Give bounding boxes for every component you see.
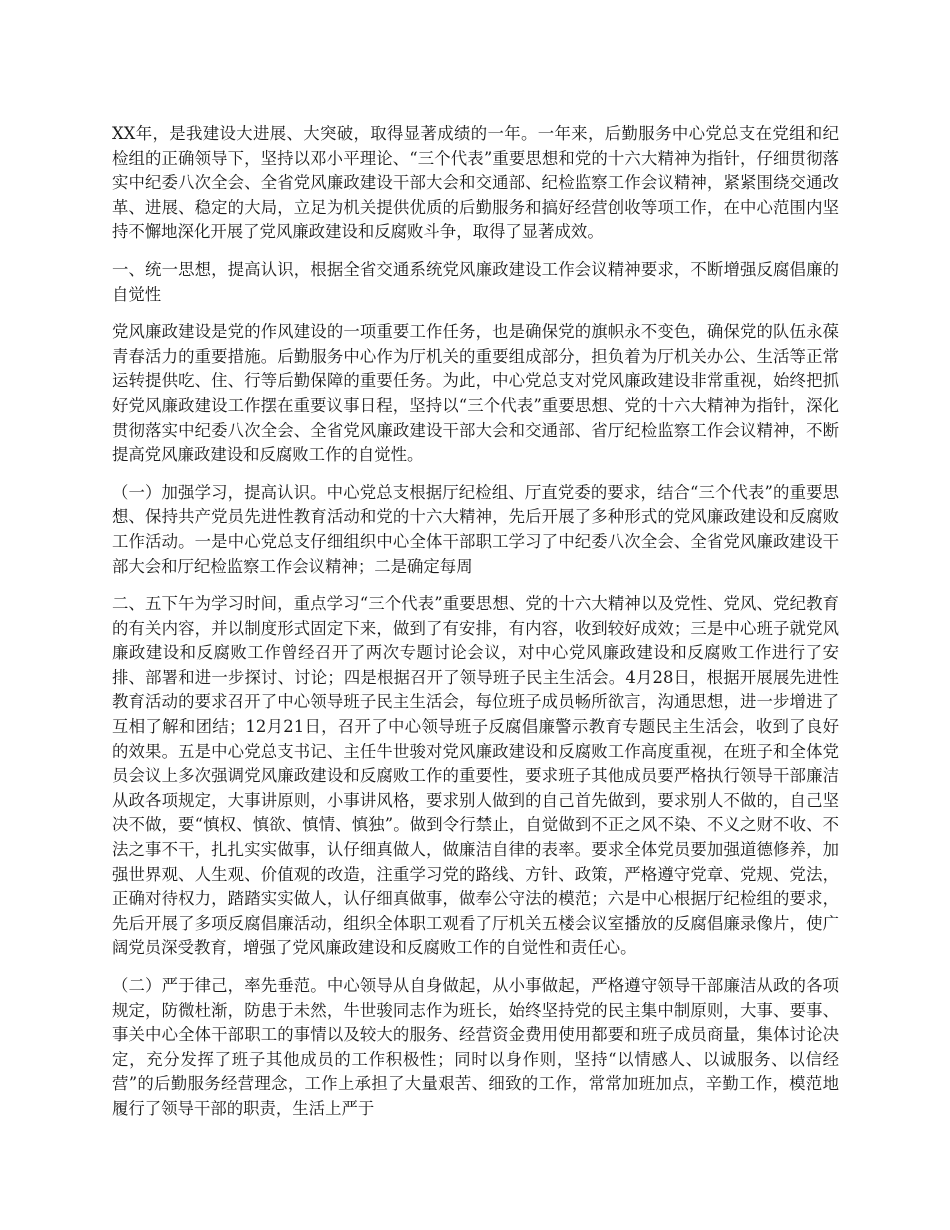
body-paragraph: 二、五下午为学习时间，重点学习“三个代表”重要思想、党的十六大精神以及党性、党风、党纪教育的有关内容，并以制度形式固定下来，做到了有安排，有内容，收到较好成效；三是中心班子就党风廉政建设和反腐败工作曾经召开了两次专题讨论会议，对中心党风廉政建设和反腐败工作进行了安排、部署和进一步探讨、讨论；四是根据召开了领导班子民主生活会。4月28日，根据开展展先进性教育活动的要求召开了中心领导班子民主生活会，每位班子成员畅所欲言，沟通思想，进一步增进了互相了解和团结；12月21日，召开了中心领导班子反腐倡廉警示教育专题民主生活会，收到了良好的效果。五是中心党总支书记、主任牛世骏对党风廉政建设和反腐败工作高度重视，在班子和全体党员会议上多次强调党风廉政建设和反腐败工作的重要性，要求班子其他成员要严格执行领导干部廉洁从政各项规定，大事讲原则，小事讲风格，要求别人做到的自己首先做到，要求别人不做的，自己坚决不做，要“慎权、慎欲、慎情、慎独”。做到令行禁止，自觉做到不正之风不染、不义之财不收、不法之事不干，扎扎实实做事，认仔细真做人，做廉洁自律的表率。要求全体党员要加强道德修养，加强世界观、人生观、价值观的改造，注重学习党的路线、方针、政策，严格遵守党章、党规、党法，正确对待权力，踏踏实实做人，认仔细真做事，做奉公守法的模范；六是中心根据厅纪检组的要求，先后开展了多项反腐倡廉活动，组织全体职工观看了厅机关五楼会议室播放的反腐倡廉录像片，使广阔党员深受教育，增强了党风廉政建设和反腐败工作的自觉性和责任心。 (112, 594, 839, 958)
subsection-two-paragraph: （二）严于律己，率先垂范。中心领导从自身做起，从小事做起，严格遵守领导干部廉洁从政的各项规定，防微杜渐，防患于未然，牛世骏同志作为班长，始终坚持党的民主集中制原则，大事、要事、事关中心全体干部职工的事情以及较大的服务、经营资金费用使用都要和班子成员商量，集体讨论决定，充分发挥了班子其他成员的工作积极性；同时以身作则，坚持“以情感人、以诚服务、以信经营”的后勤服务经营理念，工作上承担了大量艰苦、细致的工作，常常加班加点，辛勤工作，模范地履行了领导干部的职责，生活上严于 (112, 976, 839, 1118)
body-paragraph: 党风廉政建设是党的作风建设的一项重要工作任务，也是确保党的旗帜永不变色，确保党的队伍永葆青春活力的重要措施。后勤服务中心作为厅机关的重要组成部分，担负着为厅机关办公、生活等正常运转提供吃、住、行等后勤保障的重要任务。为此，中心党总支对党风廉政建设非常重视，始终把抓好党风廉政建设工作摆在重要议事日程，坚持以“三个代表”重要思想、党的十六大精神为指针，深化贯彻落实中纪委八次全会、全省党风廉政建设干部大会和交通部、省厅纪检监察工作会议精神，不断提高党风廉政建设和反腐败工作的自觉性。 (112, 322, 839, 465)
document-body (112, 122, 839, 1122)
intro-paragraph: XX年，是我建设大进展、大突破，取得显著成绩的一年。一年来，后勤服务中心党总支在党组和纪检组的正确领导下，坚持以邓小平理论、“三个代表”重要思想和党的十六大精神为指针，仔细贯彻落实中纪委八次全会、全省党风廉政建设干部大会和交通部、纪检监察工作会议精神，紧紧围绕交通改革、进展、稳定的大局，立足为机关提供优质的后勤服务和搞好经营创收等项工作，在中心范围内坚持不懈地深化开展了党风廉政建设和反腐败斗争，取得了显著成效。 (112, 124, 839, 242)
section-one-heading: 一、统一思想，提高认识，根据全省交通系统党风廉政建设工作会议精神要求，不断增强反腐倡廉的自觉性 (112, 259, 839, 304)
subsection-one-paragraph: （一）加强学习，提高认识。中心党总支根据厅纪检组、厅直党委的要求，结合“三个代表”的重要思想、保持共产党员先进性教育活动和党的十六大精神，先后开展了多种形式的党风廉政建设和反腐败工作活动。一是中心党总支仔细组织中心全体干部职工学习了中纪委八次全会、全省党风廉政建设干部大会和厅纪检监察工作会议精神；二是确定每周 (112, 482, 839, 576)
